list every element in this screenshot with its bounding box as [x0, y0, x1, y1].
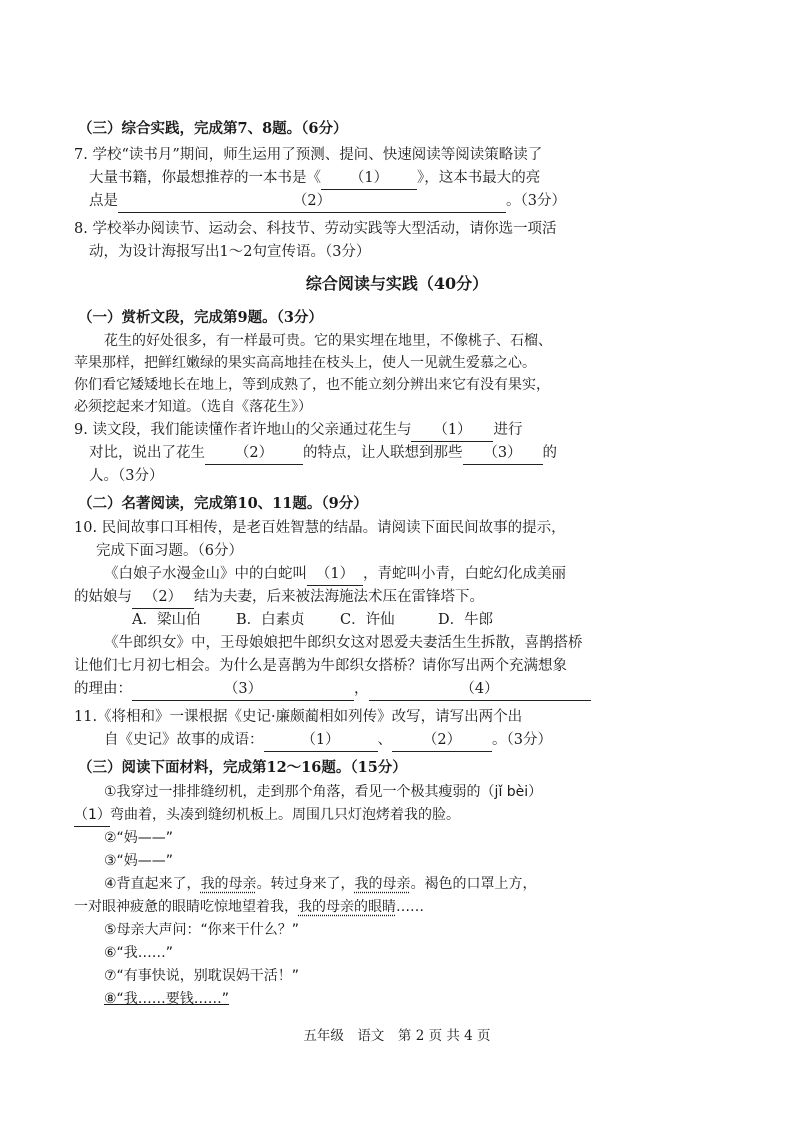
question-8-line-2: 动，为设计海报写出1～2句宣传语。（3分） [89, 244, 371, 260]
answer-blank-10-2[interactable]: （2） [132, 586, 194, 609]
question-7-line-3: 点是 （2） 。（3分） [89, 190, 566, 213]
part-title: 综合阅读与实践（40分） [305, 274, 489, 293]
reading-para-1-cont: （1）弯曲着，头凑到缝纫机板上。周围几只灯泡烤着我的脸。 [74, 804, 460, 827]
option-b[interactable]: B．白素贞 [236, 612, 305, 628]
answer-blank-10-3[interactable]: （3） [132, 678, 354, 701]
question-10-line-7: 让他们七月初七相会。为什么是喜鹊为牛郎织女搭桥？请你写出两个充满想象 [74, 658, 567, 674]
section-heading-practice: （三）综合实践，完成第7、8题。（6分） [78, 120, 348, 137]
answer-blank-9-2[interactable]: （2） [205, 442, 303, 465]
answer-blank-7-1[interactable]: （1） [321, 167, 417, 190]
question-11-line-1: 11.《将相和》一课根据《史记·廉颇蔺相如列传》改写，请写出两个出 [74, 709, 523, 725]
page-footer: 五年级 语文 第 2 页 共 4 页 [303, 1028, 491, 1044]
reading-para-2: ②“妈——” [104, 830, 174, 846]
section-heading-classics: （二）名著阅读，完成第10、11题。（9分） [78, 495, 368, 512]
question-10-line-8: 的理由： （3） ， （4） [74, 678, 591, 701]
question-8-line-1: 8. 学校举办阅读节、运动会、科技节、劳动实践等大型活动，请你选一项活 [74, 221, 557, 237]
answer-blank-7-2[interactable]: （2） [118, 190, 506, 213]
answer-blank-12-1[interactable]: （1） [74, 804, 110, 827]
option-a[interactable]: A．梁山伯 [132, 612, 201, 628]
question-7-line-2: 大量书籍，你最想推荐的一本书是《 （1） 》，这本书最大的亮 [89, 167, 540, 190]
answer-blank-10-4[interactable]: （4） [369, 678, 591, 701]
question-10-line-2: 完成下面习题。（6分） [96, 543, 243, 559]
option-d[interactable]: D．牛郎 [438, 612, 494, 628]
question-7-line-1: 7. 学校“读书月”期间，师生运用了预测、提问、快速阅读等阅读策略读了 [74, 147, 543, 163]
passage-line: 苹果那样，把鲜红嫩绿的果实高高地挂在枝头上，使人一见就生爱慕之心。 [74, 355, 536, 371]
answer-blank-11-1[interactable]: （1） [264, 729, 378, 752]
reading-para-4: ④背直起来了，我的母亲。转过身来了，我的母亲。褐色的口罩上方， [104, 876, 537, 892]
question-10-line-4: 的姑娘与 （2） 结为夫妻，后来被法海施法术压在雷锋塔下。 [74, 586, 484, 609]
reading-para-7: ⑦“有事快说，别耽误妈干活！” [104, 968, 300, 984]
answer-blank-11-2[interactable]: （2） [392, 729, 492, 752]
passage-line: 你们看它矮矮地长在地上，等到成熟了，也不能立刻分辨出来它有没有果实， [74, 377, 550, 393]
reading-para-1: ①我穿过一排排缝纫机，走到那个角落，看见一个极其瘦弱的（jǐ bèi） [104, 784, 543, 800]
passage-line: 花生的好处很多，有一样最可贵。它的果实埋在地里，不像桃子、石榴、 [104, 333, 552, 349]
question-10-line-6: 《牛郎织女》中，王母娘娘把牛郎织女这对恩爱夫妻活生生拆散，喜鹊搭桥 [104, 635, 583, 651]
reading-para-8: ⑧“我……要钱……” [104, 991, 230, 1007]
question-9-line-3: 人。（3分） [89, 468, 164, 484]
section-heading-reading: （三）阅读下面材料，完成第12～16题。（15分） [78, 759, 407, 776]
reading-para-3: ③“妈——” [104, 853, 174, 869]
question-11-line-2: 自《史记》故事的成语： （1） 、 （2） 。（3分） [104, 729, 552, 752]
question-9-line-2: 对比，说出了花生 （2） 的特点，让人联想到那些 （3） 的 [89, 442, 557, 465]
reading-para-5: ⑤母亲大声问：“你来干什么？” [104, 922, 300, 938]
answer-blank-9-1[interactable]: （1） [411, 419, 493, 442]
answer-blank-9-3[interactable]: （3） [463, 442, 543, 465]
section-heading-appreciation: （一）赏析文段，完成第9题。（3分） [78, 309, 323, 326]
passage-line: 必须挖起来才知道。（选自《落花生》） [74, 399, 312, 415]
reading-para-4-cont: 一对眼神疲惫的眼睛吃惊地望着我，我的母亲的眼睛…… [74, 899, 424, 915]
option-c[interactable]: C．许仙 [340, 612, 395, 628]
options-row [132, 609, 518, 631]
question-10-line-1: 10. 民间故事口耳相传，是老百姓智慧的结晶。请阅读下面民间故事的提示， [74, 520, 566, 536]
reading-para-6: ⑥“我……” [104, 945, 174, 961]
question-10-line-3: 《白娘子水漫金山》中的白蛇叫 （1） ，青蛇叫小青，白蛇幻化成美丽 [104, 563, 566, 586]
question-9-line-1: 9. 读文段，我们能读懂作者许地山的父亲通过花生与 （1） 进行 [74, 419, 522, 442]
answer-blank-10-1[interactable]: （1） [307, 563, 363, 586]
